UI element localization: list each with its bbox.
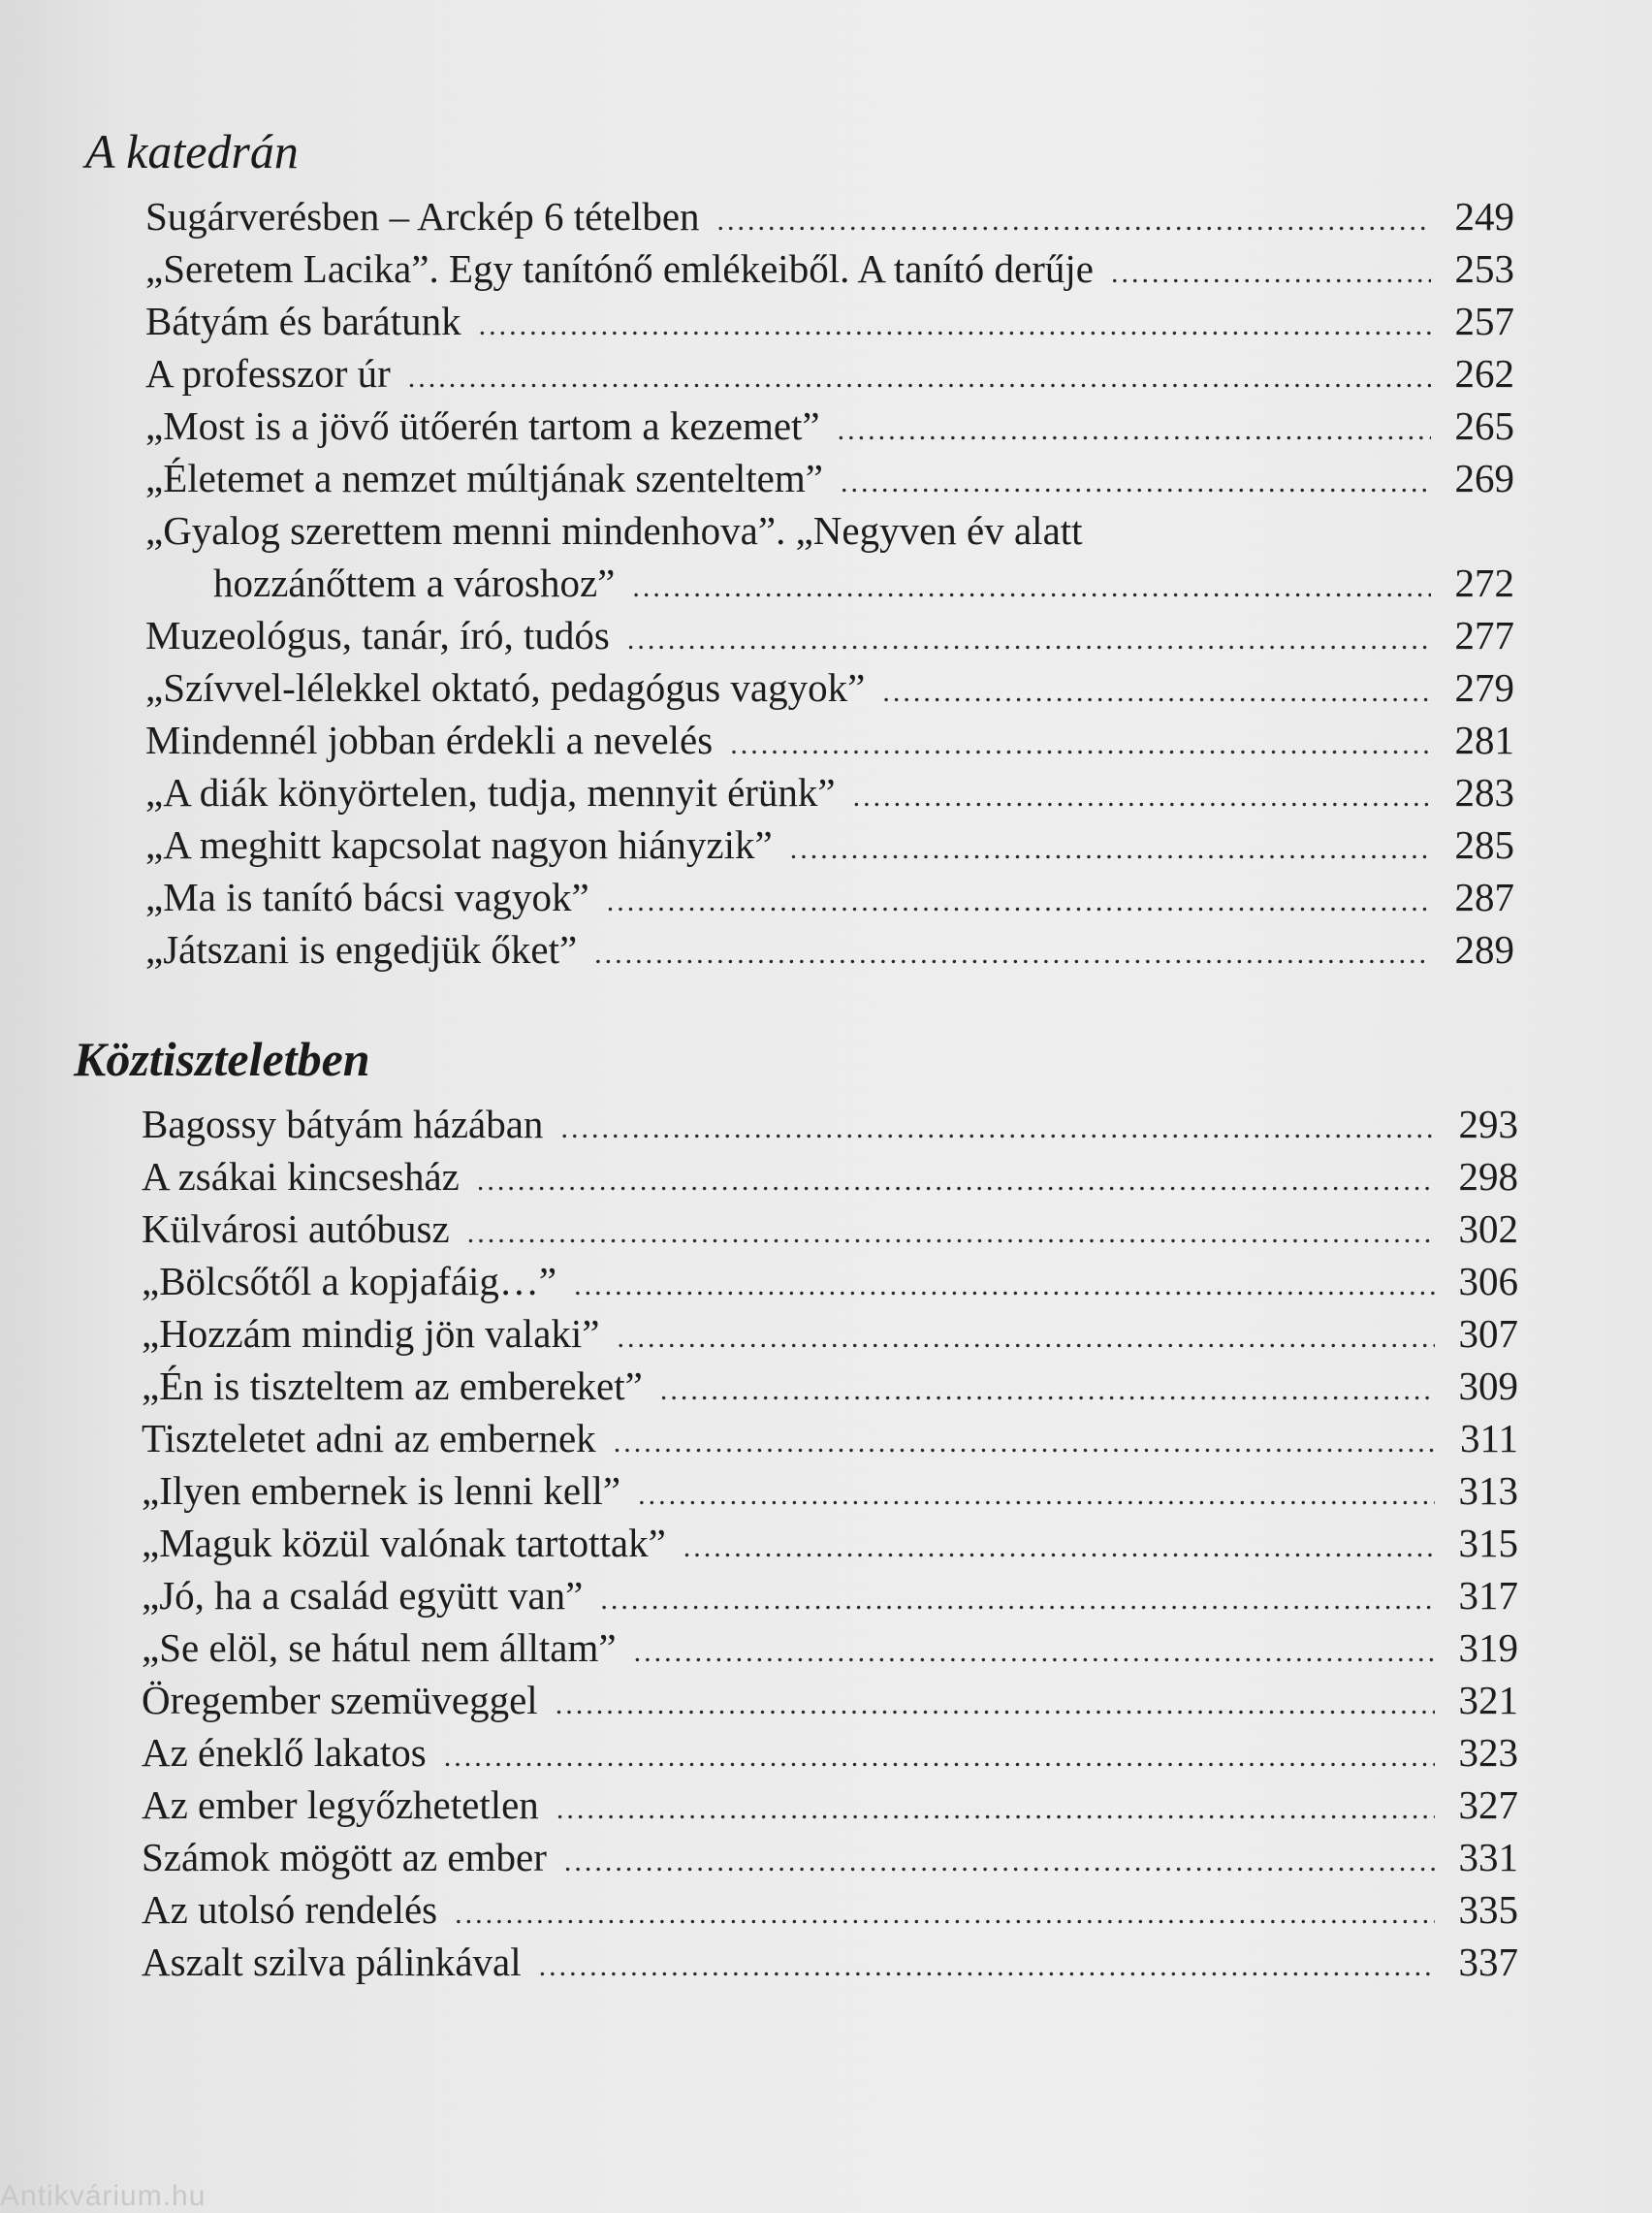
toc-entry <box>145 661 1514 714</box>
toc-entry-title-line2: hozzánőttem a városhoz” <box>213 561 616 605</box>
toc-entry-page: 283 <box>1454 770 1514 815</box>
toc-entry <box>145 871 1514 923</box>
toc-entry <box>142 1412 1518 1464</box>
toc-entry-page: 262 <box>1454 351 1514 396</box>
dot-leader <box>564 1836 1435 1888</box>
dot-leader <box>853 771 1431 823</box>
toc-entry-two-line-block <box>145 504 1514 614</box>
toc-entry <box>142 1360 1518 1412</box>
dot-leader <box>560 1103 1435 1155</box>
dot-leader <box>790 823 1431 876</box>
toc-entry-page: 257 <box>1454 299 1514 343</box>
toc-entry-title: „Se elöl, se hátul nem álltam” <box>142 1625 617 1670</box>
toc-entry-page: 315 <box>1458 1521 1518 1565</box>
toc-entry-page: 277 <box>1454 613 1514 657</box>
toc-entry <box>142 1150 1518 1203</box>
toc-entry-page: 331 <box>1458 1835 1518 1879</box>
toc-entry <box>145 766 1514 818</box>
toc-entry <box>142 1621 1518 1674</box>
toc-entry-page: 311 <box>1460 1416 1518 1460</box>
dot-leader <box>455 1888 1435 1940</box>
toc-entry-page: 287 <box>1454 875 1514 919</box>
toc-entry <box>145 400 1514 452</box>
toc-entry-page: 272 <box>1454 561 1514 605</box>
toc-entry-page: 323 <box>1458 1730 1518 1775</box>
toc-entry-title: „Ma is tanító bácsi vagyok” <box>145 875 589 919</box>
toc-entry-title: Az ember legyőzhetetlen <box>142 1782 539 1827</box>
toc-entry-title: „A diák könyörtelen, tudja, mennyit érünk” <box>145 770 836 815</box>
toc-entry <box>145 923 1514 976</box>
toc-entry <box>142 1569 1518 1621</box>
toc-entry-page: 302 <box>1458 1206 1518 1251</box>
toc-entry-title: „Életemet a nemzet múltjának szenteltem” <box>145 456 823 500</box>
toc-entry-title: Külvárosi autóbusz <box>142 1206 450 1251</box>
toc-entry-page: 337 <box>1458 1940 1518 1984</box>
dot-leader <box>838 404 1431 457</box>
toc-entry-page: 306 <box>1458 1259 1518 1303</box>
toc-entry-page: 307 <box>1458 1311 1518 1356</box>
toc-entry-title: Mindennél jobban érdekli a nevelés <box>145 718 714 762</box>
toc-entry <box>142 1307 1518 1360</box>
toc-entry-title: „Játszani is engedjük őket” <box>145 927 578 972</box>
toc-entry-title: Bagossy bátyám házában <box>142 1102 544 1146</box>
section-title-a-katedran: A katedrán <box>85 124 299 178</box>
toc-entry-title: Számok mögött az ember <box>142 1835 547 1879</box>
toc-entry-line2-row <box>145 557 1514 614</box>
toc-entry-title: Muzeológus, tanár, író, tudós <box>145 613 610 657</box>
dot-leader <box>477 1155 1435 1207</box>
toc-entry <box>142 1674 1518 1726</box>
toc-entry-title: Az utolsó rendelés <box>142 1887 438 1932</box>
dot-leader <box>607 876 1431 928</box>
toc-entry <box>142 1255 1518 1307</box>
toc-entry-page: 327 <box>1458 1782 1518 1827</box>
dot-leader <box>614 1417 1435 1469</box>
toc-entry <box>142 1517 1518 1569</box>
toc-entry <box>142 1203 1518 1255</box>
toc-entry <box>145 190 1514 242</box>
dot-leader <box>638 1469 1435 1522</box>
dot-leader <box>717 195 1431 247</box>
toc-entry-page: 335 <box>1458 1887 1518 1932</box>
toc-entry-title: Sugárverésben – Arckép 6 tételben <box>145 194 700 239</box>
dot-leader <box>627 614 1431 666</box>
toc-entry-title: Öregember szemüveggel <box>142 1678 538 1722</box>
dot-leader <box>467 1207 1435 1260</box>
dot-leader <box>660 1364 1435 1417</box>
toc-entry <box>145 452 1514 504</box>
dot-leader <box>730 719 1431 771</box>
toc-entry <box>142 1883 1518 1936</box>
toc-list-koztiszteletben <box>142 1098 1518 1988</box>
toc-entry-page: 317 <box>1458 1573 1518 1618</box>
dot-leader <box>539 1940 1435 1993</box>
toc-entry-page: 249 <box>1454 194 1514 239</box>
toc-entry-page: 289 <box>1454 927 1514 972</box>
toc-entry-page: 298 <box>1458 1154 1518 1199</box>
dot-leader <box>1111 247 1431 300</box>
toc-entry-title: „Jó, ha a család együtt van” <box>142 1573 584 1618</box>
toc-entry-title: Tiszteletet adni az embernek <box>142 1416 596 1460</box>
dot-leader <box>600 1574 1435 1626</box>
toc-entry-title: A zsákai kincsesház <box>142 1154 460 1199</box>
dot-leader <box>683 1522 1435 1574</box>
toc-entry <box>145 818 1514 871</box>
toc-entry-page: 285 <box>1454 822 1514 867</box>
toc-entry-page: 321 <box>1458 1678 1518 1722</box>
dot-leader <box>617 1312 1435 1364</box>
toc-entry-title: „Maguk közül valónak tartottak” <box>142 1521 666 1565</box>
dot-leader <box>556 1783 1435 1836</box>
toc-entry <box>145 714 1514 766</box>
toc-entry <box>142 1726 1518 1779</box>
dot-leader <box>594 928 1431 980</box>
toc-entry-title: Aszalt szilva pálinkával <box>142 1940 522 1984</box>
toc-entry-page: 281 <box>1454 718 1514 762</box>
dot-leader <box>841 457 1431 509</box>
dot-leader <box>574 1260 1435 1312</box>
toc-entry <box>142 1936 1518 1988</box>
toc-entry-page: 309 <box>1458 1363 1518 1408</box>
toc-entry-title: „Most is a jövő ütőerén tartom a kezemet” <box>145 403 820 448</box>
dot-leader <box>882 666 1431 719</box>
toc-entry <box>145 347 1514 400</box>
toc-entry <box>145 609 1514 661</box>
toc-entry-title: „Ilyen embernek is lenni kell” <box>142 1468 621 1513</box>
toc-entry <box>145 295 1514 347</box>
toc-entry-title: „Seretem Lacika”. Egy tanítónő emlékeiből. A tanító derűje <box>145 246 1094 291</box>
toc-entry-title: Az éneklő lakatos <box>142 1730 427 1775</box>
dot-leader <box>556 1679 1435 1731</box>
toc-entry-title: Bátyám és barátunk <box>145 299 461 343</box>
toc-entry-two-line <box>145 504 1514 609</box>
section-title-koztiszteletben: Köztiszteletben <box>74 1032 370 1086</box>
toc-list-a-katedran <box>145 190 1514 976</box>
dot-leader <box>632 561 1431 614</box>
toc-entry <box>142 1779 1518 1831</box>
toc-entry-page: 253 <box>1454 246 1514 291</box>
toc-entry <box>142 1831 1518 1883</box>
toc-entry <box>145 242 1514 295</box>
toc-entry-page: 293 <box>1458 1102 1518 1146</box>
watermark: Antikvárium.hu <box>0 2180 206 2212</box>
dot-leader <box>408 352 1431 404</box>
dot-leader <box>444 1731 1435 1783</box>
toc-entry-page: 265 <box>1454 403 1514 448</box>
toc-entry-page: 319 <box>1458 1625 1518 1670</box>
toc-entry-title: „Bölcsőtől a kopjafáig…” <box>142 1259 557 1303</box>
toc-entry-title: „Én is tiszteltem az embereket” <box>142 1363 643 1408</box>
toc-entry-title: „Hozzám mindig jön valaki” <box>142 1311 600 1356</box>
dot-leader <box>634 1626 1435 1679</box>
toc-entry-title-line1: „Gyalog szerettem menni mindenhova”. „Negyven év alatt <box>145 508 1083 553</box>
toc-entry <box>142 1098 1518 1150</box>
toc-entry-title: „Szívvel-lélekkel oktató, pedagógus vagyok” <box>145 665 866 710</box>
dot-leader <box>479 300 1431 352</box>
toc-entry-title: A professzor úr <box>145 351 391 396</box>
toc-entry <box>142 1464 1518 1517</box>
toc-entry-page: 269 <box>1454 456 1514 500</box>
toc-entry-page: 279 <box>1454 665 1514 710</box>
toc-entry-page: 313 <box>1458 1468 1518 1513</box>
toc-entry-title: „A meghitt kapcsolat nagyon hiányzik” <box>145 822 773 867</box>
